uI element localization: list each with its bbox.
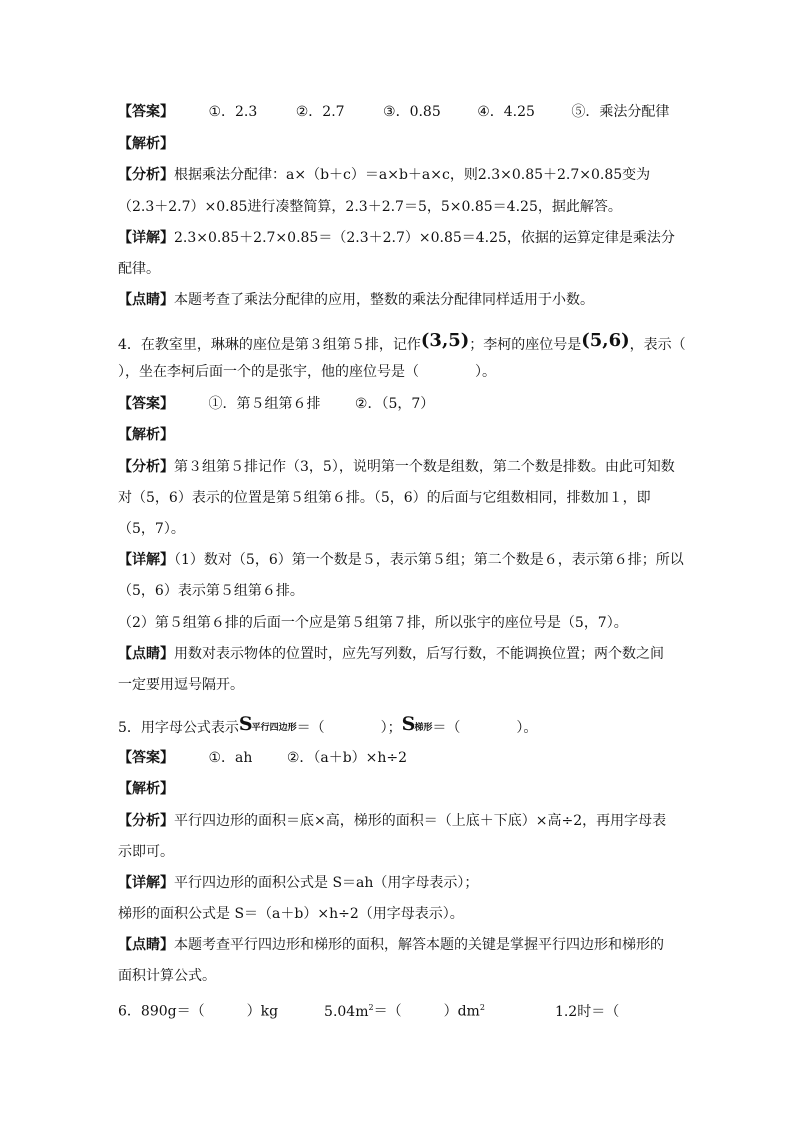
answer-tag: 【答案】 (118, 396, 174, 412)
answer-line-q3 (118, 102, 669, 122)
detail-text: （1）数对（5，6）第一个数是５，表示第５组；第二个数是６，表示第６排；所以 (174, 552, 684, 568)
coordinate-3-5: (3,5) (420, 330, 470, 351)
comment-line-q3 (118, 290, 594, 310)
analysis-sub-tag: 【分析】 (118, 167, 174, 183)
detail-line-q4-1 (118, 550, 684, 570)
analysis-line-q4-3 (118, 519, 185, 539)
answer-tag: 【答案】 (118, 104, 174, 120)
answer-item-1: ①．2.3 (208, 104, 258, 120)
question-4-text-a: 4．在教室里，琳琳的座位是第３组第５排，记作 (118, 337, 421, 353)
question-4-line-2 (118, 362, 496, 382)
question-4-text-c: ，表示（ (629, 337, 686, 353)
analysis-heading-q5 (118, 779, 174, 799)
analysis-sub-tag: 【分析】 (118, 813, 174, 829)
detail-line-q5-1 (118, 873, 478, 893)
subscript-parallelogram: 平行四边形 (251, 723, 297, 733)
question-4-text: ），坐在李柯后面一个的是张宇，他的座位号是（ ）。 (118, 364, 496, 380)
analysis-text: 平行四边形的面积＝底×高，梯形的面积＝（上底＋下底）×高÷2，再用字母表 (174, 813, 667, 829)
area-symbol-s: S (401, 713, 416, 735)
analysis-line-q5-1 (118, 811, 666, 831)
answer-item-4: ④．4.25 (477, 104, 535, 120)
answer-tag: 【答案】 (118, 750, 174, 766)
analysis-heading-q4 (118, 425, 174, 445)
detail-line-q5-2 (118, 904, 464, 924)
answer-item-5: ⑤．乘法分配律 (571, 104, 670, 120)
area-symbol-s: S (238, 713, 253, 735)
detail-line-q4-2 (118, 581, 304, 601)
comment-line-q4-2 (118, 675, 244, 695)
analysis-tag: 【解析】 (118, 136, 174, 152)
analysis-text: （2.3＋2.7）×0.85进行凑整简算，2.3＋2.7＝5，5×0.85＝4.25，据此解答。 (118, 199, 622, 215)
analysis-line-q3-1 (118, 165, 650, 185)
analysis-sub-tag: 【分析】 (118, 459, 174, 475)
analysis-line-q4-2 (118, 488, 651, 508)
comment-text: 本题考查平行四边形和梯形的面积，解答本题的关键是掌握平行四边形和梯形的 (174, 937, 664, 953)
question-6-part-c: ＝（ ）dm (373, 1003, 480, 1020)
detail-text: （2）第５组第６排的后面一个应是第５组第７排，所以张宇的座位号是（5，7）。 (118, 615, 628, 631)
answer-item-1: ①．第５组第６排 (208, 396, 321, 412)
answer-item-2: ②．2.7 (295, 104, 345, 120)
superscript: 2 (368, 1003, 374, 1012)
detail-text: 平行四边形的面积公式是 S＝ah（用字母表示）； (174, 875, 479, 891)
question-5-line (118, 713, 538, 740)
analysis-heading-q3 (118, 134, 174, 154)
comment-line-q5-1 (118, 935, 664, 955)
question-6-part-b: 5.04m (324, 1003, 369, 1020)
detail-text: （5，6）表示第５组第６排。 (118, 583, 304, 599)
question-5-text-b: ＝（ ）； (296, 720, 402, 736)
detail-text: 2.3×0.85＋2.7×0.85＝（2.3＋2.7）×0.85＝4.25，依据的运算定律是乘法分 (174, 230, 675, 246)
detail-line-q3-2 (118, 259, 160, 279)
comment-tag: 【点睛】 (118, 646, 174, 662)
superscript: 2 (479, 1003, 485, 1012)
comment-tag: 【点睛】 (118, 937, 174, 953)
comment-text: 面积计算公式。 (118, 968, 216, 984)
analysis-text: 示即可。 (118, 844, 174, 860)
question-5-text-a: 5．用字母公式表示 (118, 720, 239, 736)
answer-item-3: ③．0.85 (383, 104, 441, 120)
coordinate-5-6: (5,6) (581, 330, 630, 351)
detail-tag: 【详解】 (118, 552, 174, 568)
comment-line-q5-2 (118, 966, 216, 986)
comment-text: 一定要用逗号隔开。 (118, 677, 244, 693)
analysis-tag: 【解析】 (118, 427, 174, 443)
question-5-text-c: ＝（ ）。 (432, 720, 538, 736)
detail-text: 配律。 (118, 261, 160, 277)
analysis-text: （5，7）。 (118, 521, 185, 537)
detail-text: 梯形的面积公式是 S＝（a＋b）×h÷2（用字母表示）。 (118, 906, 464, 922)
comment-line-q4-1 (118, 644, 664, 664)
answer-line-q4 (118, 394, 434, 414)
answer-item-2: ②．（5，7） (354, 396, 435, 412)
analysis-text: 对（5，6）表示的位置是第５组第６排。（5，6）的后面与它组数相同，排数加１，即 (118, 490, 651, 506)
question-4-line-1 (118, 330, 686, 355)
detail-tag: 【详解】 (118, 875, 174, 891)
question-6-part-a: 6．890g＝（ ）kg (118, 1003, 279, 1020)
analysis-line-q4-1 (118, 457, 675, 477)
detail-line-q4-3 (118, 613, 628, 633)
analysis-tag: 【解析】 (118, 781, 174, 797)
analysis-text: 根据乘法分配律：a×（b＋c）＝a×b＋a×c，则2.3×0.85＋2.7×0.85变为 (174, 167, 651, 183)
answer-line-q5 (118, 748, 407, 768)
analysis-line-q3-2 (118, 197, 622, 217)
question-6-line (118, 998, 619, 1022)
question-4-text-b: ；李柯的座位号是 (469, 337, 582, 353)
detail-tag: 【详解】 (118, 230, 174, 246)
answer-item-2: ②．（a＋b）×h÷2 (286, 750, 408, 766)
analysis-line-q5-2 (118, 842, 174, 862)
comment-tag: 【点睛】 (118, 292, 174, 308)
comment-text: 用数对表示物体的位置时，应先写列数，后写行数，不能调换位置；两个数之间 (174, 646, 664, 662)
analysis-text: 第３组第５排记作（3，5），说明第一个数是组数，第二个数是排数。由此可知数 (174, 459, 675, 475)
detail-line-q3-1 (118, 228, 675, 248)
answer-item-1: ①．ah (208, 750, 253, 766)
question-6-part-d: 1.2时＝（ (554, 1003, 620, 1020)
comment-text: 本题考查了乘法分配律的应用，整数的乘法分配律同样适用于小数。 (174, 292, 594, 308)
subscript-trapezoid: 梯形 (414, 723, 433, 733)
